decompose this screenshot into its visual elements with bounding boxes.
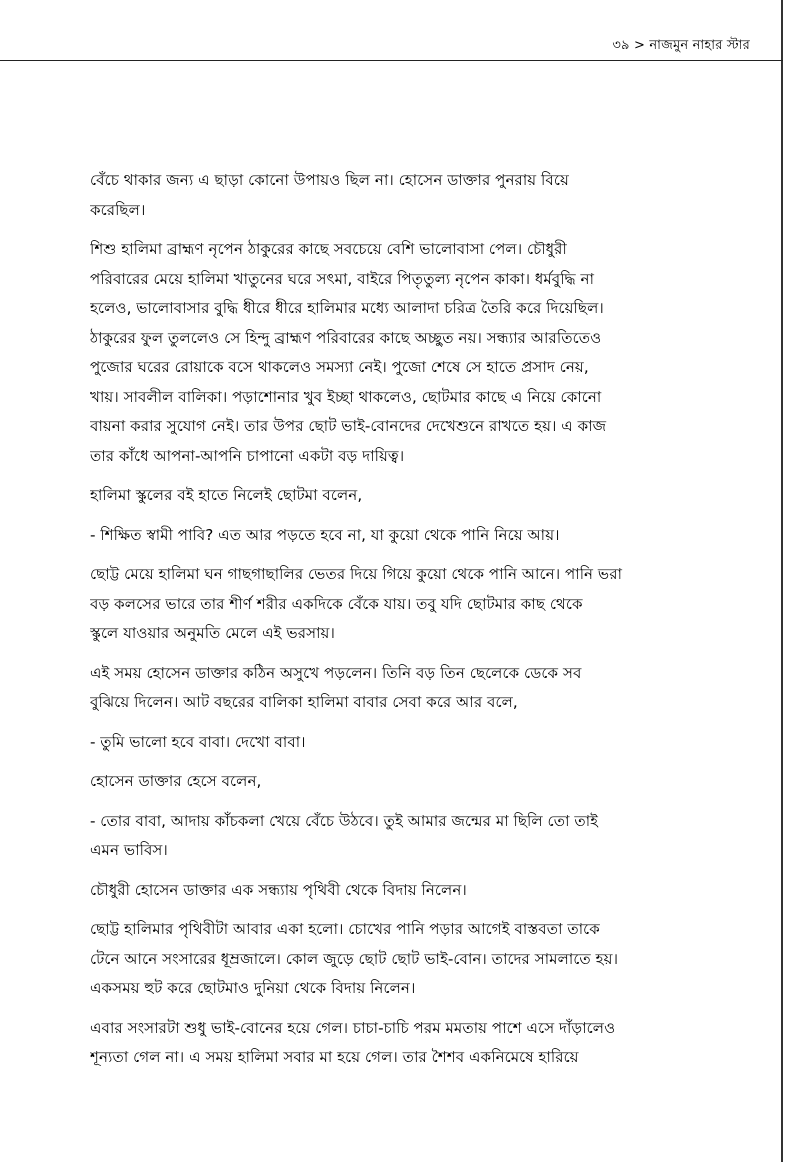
text-line: - তুমি ভালো হবে বাবা। দেখো বাবা। <box>90 732 306 751</box>
text-line: করেছিল। <box>90 200 146 219</box>
text-line: ছোট্ট হালিমার পৃথিবীটা আবার একা হলো। চোখের পানি পড়ার আগেই বাস্তবতা তাকে <box>90 920 600 938</box>
page-body <box>90 166 700 1083</box>
paragraph <box>90 166 700 225</box>
text-line: টেনে আনে সংসারের ধূম্রজালে। কোল জুড়ে ছোট ছোট ভাই-বোন। তাদের সামলাতে হয়। <box>90 949 619 968</box>
paragraph <box>90 876 700 906</box>
text-line: - শিক্ষিত স্বামী পাবি? এত আর পড়তে হবে না, যা কুয়ো থেকে পানি নিয়ে আয়। <box>90 525 560 544</box>
dialogue-line <box>90 728 700 758</box>
text-line: শূন্যতা গেল না। এ সময় হালিমা সবার মা হয়ে গেল। তার শৈশব একনিমেষে হারিয়ে <box>90 1048 579 1066</box>
dialogue-line <box>90 521 700 551</box>
text-line: পরিবারের মেয়ে হালিমা খাতুনের ঘরে সৎমা, বাইরে পিতৃতুল্য নৃপেন কাকা। ধর্মবুদ্ধি না <box>90 269 595 288</box>
paragraph <box>90 560 700 649</box>
text-line: এমন ভাবিস। <box>90 841 168 859</box>
text-line: পুজোর ঘরের রোয়াকে বসে থাকলেও সমস্যা নেই। পুজো শেষে সে হাতে প্রসাদ নেয়, <box>90 358 589 376</box>
paragraph <box>90 915 700 1004</box>
text-line: তার কাঁধে আপনা-আপনি চাপানো একটা বড় দায়িত্ব। <box>90 446 405 465</box>
text-line: চৌধুরী হোসেন ডাক্তার এক সন্ধ্যায় পৃথিবী থেকে বিদায় নিলেন। <box>90 880 467 899</box>
text-line: স্কুলে যাওয়ার অনুমতি মেলে এই ভরসায়। <box>90 624 335 642</box>
text-line: এবার সংসারটা শুধু ভাই-বোনের হয়ে গেল। চাচা-চাচি পরম মমতায় পাশে এসে দাঁড়ালেও <box>90 1018 616 1037</box>
text-line: একসময় হুট করে ছোটমাও দুনিয়া থেকে বিদায় নিলেন। <box>90 979 416 997</box>
text-line: - তোর বাবা, আদায় কাঁচকলা খেয়ে বেঁচে উঠবে। তুই আমার জন্মের মা ছিলি তো তাই <box>90 811 599 830</box>
text-line: হালিমা স্কুলের বই হাতে নিলেই ছোটমা বলেন, <box>90 486 363 504</box>
text-line: বড় কলসের ভারে তার শীর্ণ শরীর একদিকে বেঁকে যায়। তবু যদি ছোটমার কাছ থেকে <box>90 594 583 613</box>
text-line: বেঁচে থাকার জন্য এ ছাড়া কোনো উপায়ও ছিল না। হোসেন ডাক্তার পুনরায় বিয়ে <box>90 171 569 189</box>
text-line: হোসেন ডাক্তার হেসে বলেন, <box>90 772 262 790</box>
text-line: ছোট্ট মেয়ে হালিমা ঘন গাছগাছালির ভেতর দিয়ে গিয়ে কুয়ো থেকে পানি আনে। পানি ভরা <box>90 565 623 583</box>
running-header: ৩৯ > নাজমুন নাহার স্টার <box>612 38 750 53</box>
paragraph <box>90 1014 700 1073</box>
text-line: এই সময় হোসেন ডাক্তার কঠিন অসুখে পড়লেন। তিনি বড় তিন ছেলেকে ডেকে সব <box>90 663 582 682</box>
paragraph <box>90 235 700 471</box>
paragraph <box>90 767 700 797</box>
paragraph <box>90 659 700 718</box>
text-line: খায়। সাবলীল বালিকা। পড়াশোনার খুব ইচ্ছা থাকলেও, ছোটমার কাছে এ নিয়ে কোনো <box>90 387 602 406</box>
text-line: বুঝিয়ে দিলেন। আট বছরের বালিকা হালিমা বাবার সেবা করে আর বলে, <box>90 693 518 711</box>
text-line: শিশু হালিমা ব্রাহ্মণ নৃপেন ঠাকুরের কাছে সবচেয়ে বেশি ভালোবাসা পেল। চৌধুরী <box>90 240 567 258</box>
dialogue-line <box>90 807 700 866</box>
text-line: হলেও, ভালোবাসার বুদ্ধি ধীরে ধীরে হালিমার মধ্যে আলাদা চরিত্র তৈরি করে দিয়েছিল। <box>90 299 604 317</box>
paragraph <box>90 481 700 511</box>
text-line: বায়না করার সুযোগ নেই। তার উপর ছোট ভাই-বোনদের দেখেশুনে রাখতে হয়। এ কাজ <box>90 417 607 435</box>
text-line: ঠাকুরের ফুল তুললেও সে হিন্দু ব্রাহ্মণ পরিবারের কাছে অচ্ছুত নয়। সন্ধ্যার আরতিতেও <box>90 328 602 347</box>
header-rule <box>0 60 783 61</box>
